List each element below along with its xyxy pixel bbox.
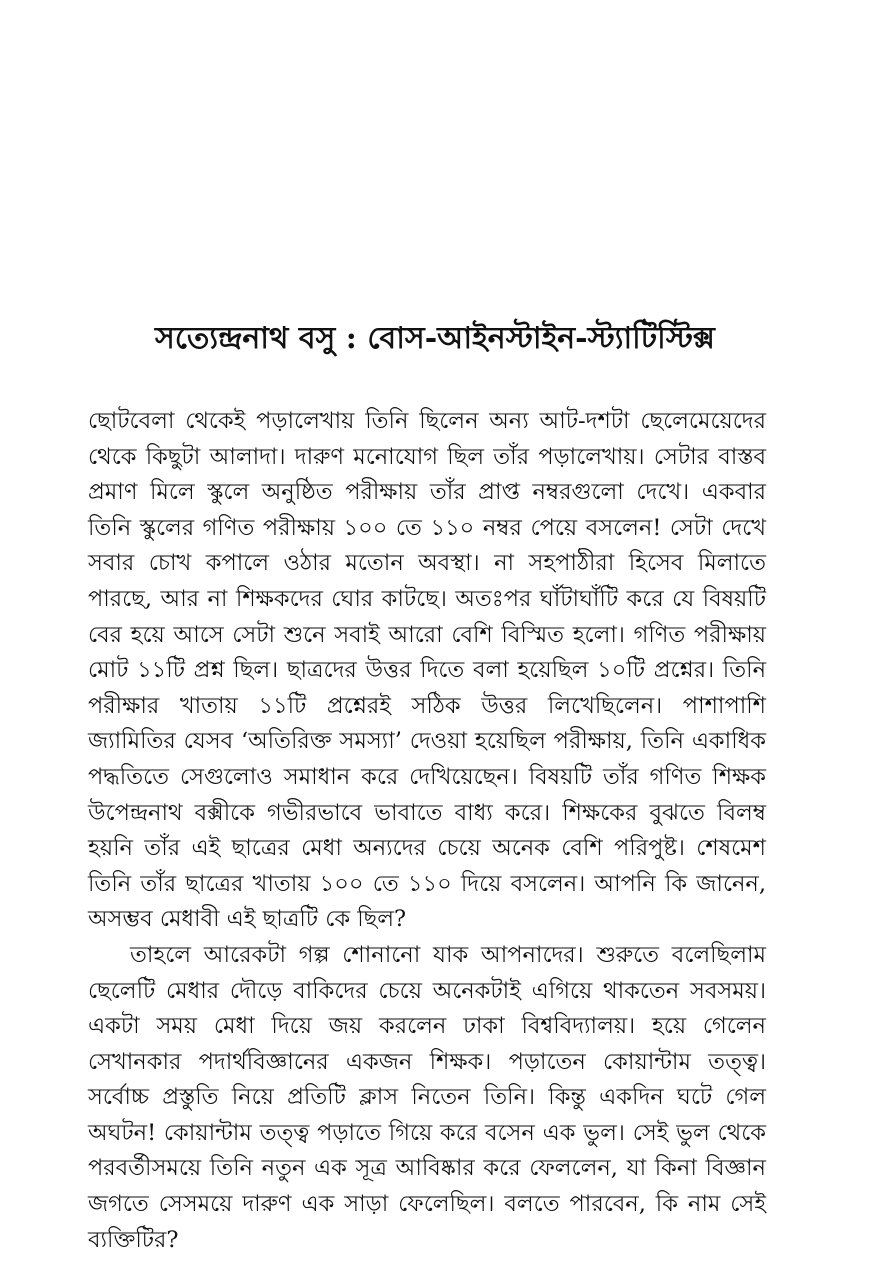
chapter-title: সত্যেন্দ্রনাথ বসু : বোস-আইনস্টাইন-স্ট্যাটিস্টিক্স	[155, 321, 715, 356]
body-text	[88, 404, 766, 1258]
paragraph-2: তাহলে আরেকটা গল্প শোনানো যাক আপনাদের। শুরুতে বলেছিলাম ছেলেটি মেধার দৌড়ে বাকিদের চেয়ে অনেকটাই এগিয়ে থাকতেন সবসময়। একটা সময় মেধা দিয়ে জয় করলেন ঢাকা বিশ্ববিদ্যালয়। হয়ে গেলেন সেখানকার পদার্থবিজ্ঞানের একজন শিক্ষক। পড়াতেন কোয়ান্টাম তত্ত্ব। সর্বোচ্চ প্রস্তুতি নিয়ে প্রতিটি ক্লাস নিতেন তিনি। কিন্তু একদিন ঘটে গেল অঘটন! কোয়ান্টাম তত্ত্ব পড়াতে গিয়ে করে বসেন এক ভুল। সেই ভুল থেকে পরবর্তীসময়ে তিনি নতুন এক সূত্র আবিষ্কার করে ফেললেন, যা কিনা বিজ্ঞান জগতে সেসময়ে দারুণ এক সাড়া ফেলেছিল। বলতে পারবেন, কি নাম সেই ব্যক্তিটির?	[88, 941, 766, 1253]
paragraph-1: ছোটবেলা থেকেই পড়ালেখায় তিনি ছিলেন অন্য আট-দশটা ছেলেমেয়েদের থেকে কিছুটা আলাদা। দারুণ মনোযোগ ছিল তাঁর পড়ালেখায়। সেটার বাস্তব প্রমাণ মিলে স্কুলে অনুষ্ঠিত পরীক্ষায় তাঁর প্রাপ্ত নম্বরগুলো দেখে। একবার তিনি স্কুলের গণিত পরীক্ষায় ১০০ তে ১১০ নম্বর পেয়ে বসলেন! সেটা দেখে সবার চোখ কপালে ওঠার মতোন অবস্থা। না সহপাঠীরা হিসেব মিলাতে পারছে, আর না শিক্ষকদের ঘোর কাটছে। অতঃপর ঘাঁটাঘাঁটি করে যে বিষয়টি বের হয়ে আসে সেটা শুনে সবাই আরো বেশি বিস্মিত হলো। গণিত পরীক্ষায় মোট ১১টি প্রশ্ন ছিল। ছাত্রদের উত্তর দিতে বলা হয়েছিল ১০টি প্রশ্নের। তিনি পরীক্ষার খাতায় ১১টি প্রশ্নেরই সঠিক উত্তর লিখেছিলেন। পাশাপাশি জ্যামিতির যেসব ‘অতিরিক্ত সমস্যা’ দেওয়া হয়েছিল পরীক্ষায়, তিনি একাধিক পদ্ধতিতে সেগুলোও সমাধান করে দেখিয়েছেন। বিষয়টি তাঁর গণিত শিক্ষক উপেন্দ্রনাথ বক্সীকে গভীরভাবে ভাবাতে বাধ্য করে। শিক্ষকের বুঝতে বিলম্ব হয়নি তাঁর এই ছাত্রের মেধা অন্যদের চেয়ে অনেক বেশি পরিপুষ্ট। শেষমেশ তিনি তাঁর ছাত্রের খাতায় ১০০ তে ১১০ দিয়ে বসলেন। আপনি কি জানেন, অসম্ভব মেধাবী এই ছাত্রটি কে ছিল?	[88, 408, 766, 933]
